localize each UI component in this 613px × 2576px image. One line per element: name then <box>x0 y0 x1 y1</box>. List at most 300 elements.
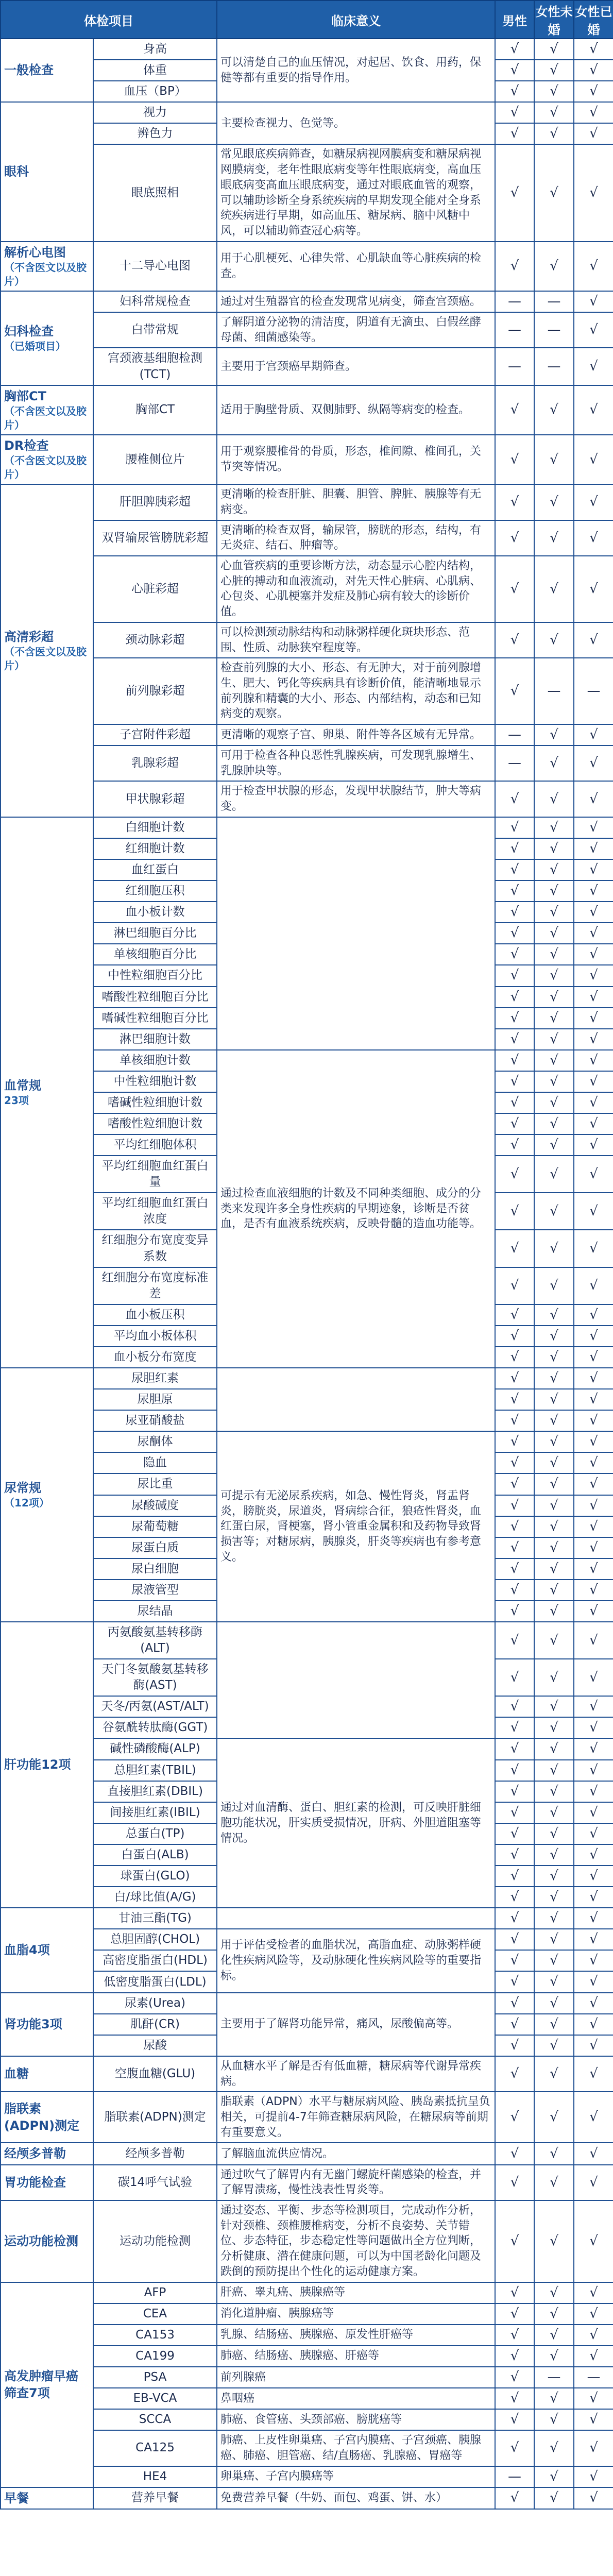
mark-female-married: √ <box>574 859 613 880</box>
table-row <box>1 1368 613 1389</box>
category-label: 胸部CT <box>4 388 46 403</box>
category-sublabel: （已婚项目） <box>4 340 66 352</box>
mark-male: √ <box>495 2346 534 2367</box>
mark-female-married: √ <box>574 1950 613 1971</box>
item-name: 血小板分布宽度 <box>93 1347 217 1368</box>
mark-male: √ <box>495 1696 534 1717</box>
mark-female-married: √ <box>574 2092 613 2143</box>
mark-female-married: √ <box>574 1495 613 1516</box>
item-name: AFP <box>93 2282 217 2303</box>
category-sublabel: （不含医文以及胶片） <box>4 404 87 431</box>
mark-female-unmarried: √ <box>534 2430 574 2466</box>
mark-female-married: √ <box>574 1781 613 1802</box>
mark-female-married: √ <box>574 123 613 144</box>
item-name: CA125 <box>93 2430 217 2466</box>
mark-male: √ <box>495 1008 534 1029</box>
item-name: 尿亚硝酸盐 <box>93 1410 217 1431</box>
mark-female-unmarried: √ <box>534 144 574 241</box>
item-name: 平均红细胞体积 <box>93 1134 217 1156</box>
mark-female-unmarried: √ <box>534 1071 574 1092</box>
mark-female-unmarried: √ <box>534 1516 574 1537</box>
item-name: 十二导心电图 <box>93 242 217 291</box>
mark-male: √ <box>495 1738 534 1759</box>
mark-female-married: √ <box>574 1516 613 1537</box>
mark-male: √ <box>495 2282 534 2303</box>
mark-female-unmarried: √ <box>534 1050 574 1071</box>
mark-female-unmarried: — <box>534 2367 574 2388</box>
item-name: 胸部CT <box>93 385 217 435</box>
category-cell <box>1 242 93 291</box>
item-name: 嗜碱性粒细胞百分比 <box>93 1008 217 1029</box>
clinical-meaning <box>217 817 495 1050</box>
mark-male: — <box>495 745 534 781</box>
mark-male: √ <box>495 902 534 923</box>
mark-male: √ <box>495 1230 534 1267</box>
mark-female-married: √ <box>574 1071 613 1092</box>
item-name: SCCA <box>93 2409 217 2430</box>
mark-female-married: √ <box>574 1347 613 1368</box>
mark-male: √ <box>495 1659 534 1696</box>
mark-female-unmarried: √ <box>534 944 574 965</box>
mark-female-married: √ <box>574 1304 613 1326</box>
clinical-meaning: 前列腺癌 <box>217 2367 495 2388</box>
item-name: 甲状腺彩超 <box>93 781 217 817</box>
category-label: 血常规 <box>4 1078 41 1093</box>
mark-male: √ <box>495 1558 534 1580</box>
table-row <box>1 102 613 123</box>
mark-female-unmarried: √ <box>534 781 574 817</box>
mark-male: √ <box>495 859 534 880</box>
mark-female-unmarried: √ <box>534 1368 574 1389</box>
item-name: 嗜酸性粒细胞百分比 <box>93 987 217 1008</box>
mark-female-unmarried: √ <box>534 1347 574 1368</box>
mark-male: √ <box>495 2056 534 2092</box>
clinical-meaning: 用于心肌梗死、心律失常、心肌缺血等心脏疾病的检查。 <box>217 242 495 291</box>
mark-male: √ <box>495 2165 534 2200</box>
mark-female-married: √ <box>574 385 613 435</box>
header-male: 男性 <box>495 1 534 39</box>
mark-female-married: √ <box>574 1760 613 1781</box>
mark-female-married: √ <box>574 1696 613 1717</box>
mark-male: √ <box>495 1347 534 1368</box>
mark-female-unmarried: √ <box>534 1452 574 1473</box>
mark-male: √ <box>495 2367 534 2388</box>
mark-female-married: √ <box>574 1113 613 1134</box>
mark-female-married: √ <box>574 2325 613 2346</box>
mark-male: √ <box>495 2325 534 2346</box>
mark-female-married: √ <box>574 1452 613 1473</box>
mark-female-married: √ <box>574 1823 613 1844</box>
clinical-meaning: 脂联素（ADPN）水平与糖尿病风险、胰岛素抵抗呈负相关，可提前4-7年筛查糖尿病风险，在糖尿病等前期有重要意义。 <box>217 2092 495 2143</box>
mark-male: √ <box>495 1760 534 1781</box>
clinical-meaning: 常见眼底疾病筛查，如糖尿病视网膜病变和糖尿病视网膜病变，老年性眼底病变等年性眼底病变，高血压眼底病变高血压眼底病变，通过对眼底血管的观察，可以辅助诊断全身系统疾病的早期发现全能对全身系统疾病进行早期，如高血压、糖尿病、脑中风糖中风，可以辅助筛查冠心病等。 <box>217 144 495 241</box>
mark-female-unmarried: √ <box>534 2388 574 2409</box>
mark-male: √ <box>495 781 534 817</box>
item-name: 尿比重 <box>93 1473 217 1495</box>
mark-male: √ <box>495 1495 534 1516</box>
mark-female-unmarried: √ <box>534 1326 574 1347</box>
item-name: 空腹血糖(GLU) <box>93 2056 217 2092</box>
item-name: CEA <box>93 2303 217 2325</box>
mark-male: √ <box>495 1071 534 1092</box>
mark-female-unmarried: √ <box>534 2346 574 2367</box>
mark-female-unmarried: — <box>534 312 574 348</box>
mark-female-married: √ <box>574 745 613 781</box>
mark-female-unmarried: √ <box>534 1193 574 1230</box>
item-name: 中性粒细胞计数 <box>93 1071 217 1092</box>
mark-male: √ <box>495 1929 534 1950</box>
item-name: 谷氨酰转肽酶(GGT) <box>93 1717 217 1738</box>
mark-female-married: √ <box>574 144 613 241</box>
mark-male: √ <box>495 1717 534 1738</box>
mark-female-unmarried: √ <box>534 1601 574 1622</box>
mark-male: √ <box>495 2035 534 2056</box>
mark-female-married: √ <box>574 944 613 965</box>
mark-male: √ <box>495 385 534 435</box>
category-label: 运动功能检测 <box>4 2234 78 2249</box>
clinical-meaning: 消化道肿瘤、胰腺癌等 <box>217 2303 495 2325</box>
mark-female-unmarried: √ <box>534 1717 574 1738</box>
clinical-meaning: 从血糖水平了解是否有低血糖，糖尿病等代谢异常疾病。 <box>217 2056 495 2092</box>
item-name: 单核细胞计数 <box>93 1050 217 1071</box>
item-name: 尿葡萄糖 <box>93 1516 217 1537</box>
item-name: 红细胞分布宽度标准差 <box>93 1267 217 1304</box>
clinical-meaning: 鼻咽癌 <box>217 2388 495 2409</box>
mark-female-unmarried: √ <box>534 1659 574 1696</box>
item-name: 血红蛋白 <box>93 859 217 880</box>
category-label: 尿常规 <box>4 1480 41 1495</box>
clinical-meaning: 免费营养早餐（牛奶、面包、鸡蛋、饼、水） <box>217 2487 495 2509</box>
clinical-meaning: 主要用于了解肾功能异常，痛风，尿酸偏高等。 <box>217 1993 495 2056</box>
mark-female-unmarried: √ <box>534 1823 574 1844</box>
clinical-meaning: 卵巢癌、子宫内膜癌等 <box>217 2466 495 2487</box>
mark-female-married: √ <box>574 1389 613 1410</box>
item-name: 尿结晶 <box>93 1601 217 1622</box>
mark-female-married: √ <box>574 2409 613 2430</box>
clinical-meaning: 用于检查甲状腺的形态，发现甲状腺结节，肿大等病变。 <box>217 781 495 817</box>
table-row <box>1 291 613 312</box>
item-name: 尿胆原 <box>93 1389 217 1410</box>
mark-male: √ <box>495 1908 534 1929</box>
clinical-meaning: 肺癌、结肠癌、胰腺癌、肝癌等 <box>217 2346 495 2367</box>
table-row <box>1 435 613 484</box>
mark-male: √ <box>495 965 534 986</box>
item-name: 尿液管型 <box>93 1580 217 1601</box>
mark-female-unmarried: √ <box>534 39 574 60</box>
item-name: 前列腺彩超 <box>93 658 217 724</box>
mark-male: √ <box>495 1823 534 1844</box>
item-name: 平均血小板体积 <box>93 1326 217 1347</box>
clinical-meaning: 了解阴道分泌物的清洁度，阴道有无滴虫、白假丝酵母菌、细菌感染等。 <box>217 312 495 348</box>
item-name: 红细胞分布宽度变异系数 <box>93 1230 217 1267</box>
item-name: 腰椎侧位片 <box>93 435 217 484</box>
clinical-meaning: 通过检查血液细胞的计数及不同种类细胞、成分的分类来发现许多全身性疾病的早期迹象，诊断是否贫血，是否有血液系统疾病，反映骨髓的造血功能等。 <box>217 1050 495 1368</box>
mark-male: √ <box>495 1516 534 1537</box>
item-name: 红细胞压积 <box>93 880 217 902</box>
table-row <box>1 242 613 291</box>
header-female-unmarried: 女性未婚 <box>534 1 574 39</box>
clinical-meaning: 用于观察腰椎骨的骨质，形态，椎间隙、椎间孔，关节突等情况。 <box>217 435 495 484</box>
clinical-meaning: 了解脑血流供应情况。 <box>217 2143 495 2164</box>
mark-female-unmarried: √ <box>534 1929 574 1950</box>
mark-female-unmarried: √ <box>534 2409 574 2430</box>
clinical-meaning: 心血管疾病的重要诊断方法，动态显示心腔内结构，心脏的搏动和血液流动，对先天性心脏病、心肌病、心包炎、心肌梗塞并发症及肺心病有较大的诊断价值。 <box>217 556 495 622</box>
mark-female-unmarried: √ <box>534 1950 574 1971</box>
category-cell <box>1 2092 93 2143</box>
mark-female-unmarried: √ <box>534 1230 574 1267</box>
category-cell <box>1 817 93 1368</box>
category-label: 经颅多普勒 <box>4 2146 66 2161</box>
table-header-row <box>1 1 613 39</box>
table-row <box>1 39 613 60</box>
mark-female-unmarried: √ <box>534 1760 574 1781</box>
clinical-meaning: 通过姿态、平衡、步态等检测项目，完成动作分析，针对颈椎、颈椎腰椎病变，分析不良姿势、关节错位、步态特征，步态稳定性等问题做出全方位判断，分析健康、潜在健康问题，可以为中国老龄化问题及跌倒的预防提出个性化的运动健康方案。 <box>217 2200 495 2282</box>
category-cell <box>1 1908 93 1992</box>
item-name: 淋巴细胞计数 <box>93 1029 217 1050</box>
clinical-meaning: 通过对生殖器官的检查发现常见病变，筛查宫颈癌。 <box>217 291 495 312</box>
mark-female-married: √ <box>574 520 613 556</box>
mark-female-married: √ <box>574 81 613 102</box>
mark-male: √ <box>495 1368 534 1389</box>
mark-female-married: — <box>574 2367 613 2388</box>
mark-female-unmarried: √ <box>534 745 574 781</box>
clinical-meaning: 用于评估受检者的血脂状况，高脂血症、动脉粥样硬化性疾病风险等，及动脉硬化性疾病风险等的重要指标。 <box>217 1929 495 1992</box>
clinical-meaning: 检查前列腺的大小、形态、有无肿大，对于前列腺增生、肥大、钙化等疾病具有诊断价值，能清晰地显示前列腺和精囊的大小、形态、内部结构，动态和已知病变的观察。 <box>217 658 495 724</box>
clinical-meaning <box>217 1908 495 1929</box>
mark-male: √ <box>495 944 534 965</box>
mark-male: √ <box>495 1887 534 1908</box>
mark-male: √ <box>495 1326 534 1347</box>
item-name: 丙氨酸氨基转移酶(ALT) <box>93 1622 217 1659</box>
mark-male: √ <box>495 2430 534 2466</box>
mark-female-married: √ <box>574 1908 613 1929</box>
mark-male: √ <box>495 39 534 60</box>
mark-female-married: √ <box>574 781 613 817</box>
category-cell <box>1 484 93 817</box>
mark-male: √ <box>495 1993 534 2014</box>
mark-female-married: √ <box>574 2282 613 2303</box>
mark-male: √ <box>495 1050 534 1071</box>
mark-female-married: √ <box>574 965 613 986</box>
mark-male: √ <box>495 1389 534 1410</box>
category-sublabel: （不含医文以及胶片） <box>4 261 87 287</box>
mark-male: √ <box>495 144 534 241</box>
mark-female-married: √ <box>574 2165 613 2200</box>
mark-female-married: √ <box>574 1326 613 1347</box>
item-name: 天门冬氨酸氨基转移酶(AST) <box>93 1659 217 1696</box>
mark-female-married: √ <box>574 1537 613 1558</box>
item-name: 血小板计数 <box>93 902 217 923</box>
category-cell <box>1 102 93 241</box>
mark-male: √ <box>495 987 534 1008</box>
clinical-meaning: 主要检查视力、色觉等。 <box>217 102 495 144</box>
clinical-meaning: 更清晰的检查肝脏、胆囊、胆管、脾脏、胰腺等有无病变。 <box>217 484 495 520</box>
mark-female-unmarried: √ <box>534 1008 574 1029</box>
mark-female-unmarried: √ <box>534 1267 574 1304</box>
item-name: 间接胆红素(IBIL) <box>93 1802 217 1823</box>
mark-female-unmarried: √ <box>534 102 574 123</box>
mark-female-married: √ <box>574 817 613 838</box>
item-name: 单核细胞百分比 <box>93 944 217 965</box>
mark-male: √ <box>495 1802 534 1823</box>
category-label: 早餐 <box>4 2490 29 2505</box>
mark-female-married: √ <box>574 1473 613 1495</box>
table-row <box>1 2165 613 2200</box>
mark-female-married: √ <box>574 291 613 312</box>
item-name: 肌酐(CR) <box>93 2014 217 2035</box>
mark-female-unmarried: √ <box>534 1844 574 1866</box>
mark-male: √ <box>495 2092 534 2143</box>
item-name: 嗜酸性粒细胞计数 <box>93 1113 217 1134</box>
item-name: 子宫附件彩超 <box>93 724 217 745</box>
table-row <box>1 385 613 435</box>
item-name: 宫颈液基细胞检测(TCT) <box>93 348 217 385</box>
item-name: 低密度脂蛋白(LDL) <box>93 1971 217 1992</box>
mark-female-unmarried: √ <box>534 1696 574 1717</box>
mark-female-unmarried: √ <box>534 2325 574 2346</box>
mark-female-unmarried: √ <box>534 2056 574 2092</box>
item-name: EB-VCA <box>93 2388 217 2409</box>
mark-male: √ <box>495 1950 534 1971</box>
mark-female-married: √ <box>574 838 613 859</box>
mark-female-unmarried: √ <box>534 123 574 144</box>
category-label: DR检查 <box>4 438 49 453</box>
mark-female-unmarried: √ <box>534 1092 574 1113</box>
mark-male: √ <box>495 1601 534 1622</box>
item-name: 尿胆红素 <box>93 1368 217 1389</box>
category-cell <box>1 1993 93 2056</box>
mark-male: √ <box>495 1113 534 1134</box>
mark-female-unmarried: √ <box>534 817 574 838</box>
table-row <box>1 2282 613 2303</box>
mark-female-married: √ <box>574 2466 613 2487</box>
mark-female-married: √ <box>574 1410 613 1431</box>
mark-female-married: √ <box>574 2430 613 2466</box>
clinical-meaning: 肝癌、睾丸癌、胰腺癌等 <box>217 2282 495 2303</box>
mark-male: √ <box>495 1580 534 1601</box>
category-sublabel: （不含医文以及胶片） <box>4 454 87 481</box>
item-name: PSA <box>93 2367 217 2388</box>
clinical-meaning: 可提示有无泌尿系疾病，如急、慢性肾炎，肾盂肾炎，膀胱炎，尿道炎，肾病综合征，狼疮性肾炎，血红蛋白尿，肾梗塞，肾小管重金属积和及药物导致肾损害等；对糖尿病，胰腺炎，肝炎等疾病也有参考意义。 <box>217 1431 495 1622</box>
mark-female-unmarried: √ <box>534 1410 574 1431</box>
category-cell <box>1 2282 93 2487</box>
category-label: 高发肿瘤早癌筛查7项 <box>4 2369 78 2400</box>
mark-female-unmarried: √ <box>534 1887 574 1908</box>
table-row <box>1 2143 613 2164</box>
mark-male: √ <box>495 1866 534 1887</box>
mark-female-married: √ <box>574 1092 613 1113</box>
mark-female-married: √ <box>574 902 613 923</box>
mark-male: √ <box>495 484 534 520</box>
mark-male: √ <box>495 123 534 144</box>
mark-male: √ <box>495 658 534 724</box>
table-row <box>1 2200 613 2282</box>
mark-male: √ <box>495 520 534 556</box>
mark-female-married: √ <box>574 2388 613 2409</box>
item-name: 红细胞计数 <box>93 838 217 859</box>
category-cell <box>1 385 93 435</box>
mark-female-married: √ <box>574 348 613 385</box>
item-name: 碱性磷酸酶(ALP) <box>93 1738 217 1759</box>
item-name: CA153 <box>93 2325 217 2346</box>
mark-female-unmarried: √ <box>534 1908 574 1929</box>
mark-male: √ <box>495 2200 534 2282</box>
mark-male: √ <box>495 60 534 81</box>
table-row <box>1 1993 613 2014</box>
mark-male: √ <box>495 1267 534 1304</box>
mark-female-married: √ <box>574 1971 613 1992</box>
mark-female-married: √ <box>574 1431 613 1452</box>
item-name: 心脏彩超 <box>93 556 217 622</box>
category-cell <box>1 2165 93 2200</box>
table-row <box>1 484 613 520</box>
mark-female-unmarried: √ <box>534 2282 574 2303</box>
item-name: 平均红细胞血红蛋白量 <box>93 1156 217 1193</box>
mark-female-unmarried: √ <box>534 2466 574 2487</box>
mark-female-married: √ <box>574 1368 613 1389</box>
category-label: 脂联素(ADPN)测定 <box>4 2102 80 2133</box>
mark-female-married: √ <box>574 1659 613 1696</box>
category-cell <box>1 291 93 385</box>
mark-female-unmarried: √ <box>534 81 574 102</box>
category-cell <box>1 39 93 102</box>
mark-female-unmarried: √ <box>534 1993 574 2014</box>
mark-female-unmarried: √ <box>534 1431 574 1452</box>
mark-female-married: √ <box>574 1558 613 1580</box>
clinical-meaning <box>217 1368 495 1431</box>
category-label: 血糖 <box>4 2066 29 2081</box>
mark-female-married: √ <box>574 102 613 123</box>
category-label: 一般检查 <box>4 63 54 78</box>
mark-female-unmarried: √ <box>534 1134 574 1156</box>
mark-female-married: — <box>574 658 613 724</box>
mark-male: √ <box>495 2409 534 2430</box>
item-name: 颈动脉彩超 <box>93 622 217 658</box>
mark-female-unmarried: √ <box>534 1738 574 1759</box>
clinical-meaning: 可以检测颈动脉结构和动脉粥样硬化斑块形态、范围、性质、动脉狭窄程度等。 <box>217 622 495 658</box>
mark-female-unmarried: √ <box>534 1495 574 1516</box>
item-name: 乳腺彩超 <box>93 745 217 781</box>
mark-male: √ <box>495 1193 534 1230</box>
mark-male: √ <box>495 1781 534 1802</box>
mark-female-married: √ <box>574 923 613 944</box>
mark-female-married: √ <box>574 2035 613 2056</box>
mark-male: √ <box>495 817 534 838</box>
mark-male: √ <box>495 1134 534 1156</box>
item-name: 尿酮体 <box>93 1431 217 1452</box>
mark-male: √ <box>495 2303 534 2325</box>
table-row <box>1 2092 613 2143</box>
category-cell <box>1 1622 93 1908</box>
mark-female-unmarried: — <box>534 291 574 312</box>
mark-male: √ <box>495 1622 534 1659</box>
item-name: 总胆固醇(CHOL) <box>93 1929 217 1950</box>
mark-female-married: √ <box>574 2200 613 2282</box>
item-name: 甘油三酯(TG) <box>93 1908 217 1929</box>
mark-male: √ <box>495 1156 534 1193</box>
mark-female-unmarried: √ <box>534 2200 574 2282</box>
item-name: 直接胆红素(DBIL) <box>93 1781 217 1802</box>
item-name: 碳14呼气试验 <box>93 2165 217 2200</box>
mark-female-unmarried: √ <box>534 385 574 435</box>
mark-female-married: √ <box>574 1580 613 1601</box>
mark-female-married: √ <box>574 622 613 658</box>
mark-male: √ <box>495 2014 534 2035</box>
item-name: 肝胆脾胰彩超 <box>93 484 217 520</box>
mark-female-married: √ <box>574 1622 613 1659</box>
mark-female-married: √ <box>574 39 613 60</box>
mark-female-unmarried: √ <box>534 556 574 622</box>
